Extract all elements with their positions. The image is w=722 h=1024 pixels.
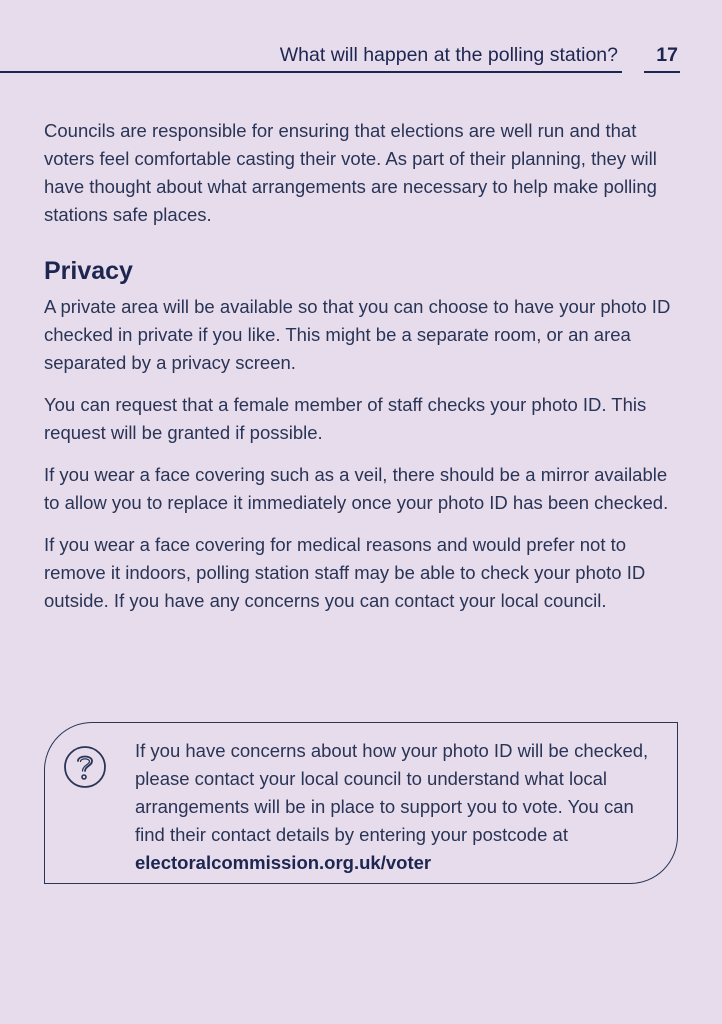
header-rule (0, 71, 622, 73)
privacy-paragraph-1: A private area will be available so that you can choose to have your photo ID checked in private if you like. This might be a separate room, or an area separated by a privacy screen. (44, 296, 671, 373)
info-callout (44, 722, 678, 884)
privacy-paragraph-2: You can request that a female member of staff checks your photo ID. This request will be granted if possible. (44, 394, 647, 443)
section-heading-privacy: Privacy (44, 257, 133, 285)
privacy-paragraph-3: If you wear a face covering such as a veil, there should be a mirror available to allow you to replace it immediately once your photo ID has been checked. (44, 464, 669, 513)
callout-text (135, 737, 665, 877)
page-number: 17 (656, 44, 678, 66)
main-content (44, 117, 684, 629)
page-number-rule (644, 71, 680, 73)
voter-website-link[interactable]: electoralcommission.org.uk/voter (135, 852, 432, 873)
privacy-paragraph-4: If you wear a face covering for medical reasons and would prefer not to remove it indoors, polling station staff may be able to check your photo ID outside. If you have any concerns you can contact your local council. (44, 534, 646, 611)
header-title: What will happen at the polling station? (279, 44, 618, 66)
question-icon (63, 745, 107, 789)
callout-body: If you have concerns about how your photo ID will be checked, please contact your local council to understand what local arrangements will be in place to support you to vote. You can find their contact details by entering your postcode at (135, 740, 649, 845)
intro-paragraph: Councils are responsible for ensuring that elections are well run and that voters feel comfortable casting their vote. As part of their planning, they will have thought about what arrangements are necessary to help make polling stations safe places. (44, 120, 657, 225)
page-header (0, 42, 680, 72)
